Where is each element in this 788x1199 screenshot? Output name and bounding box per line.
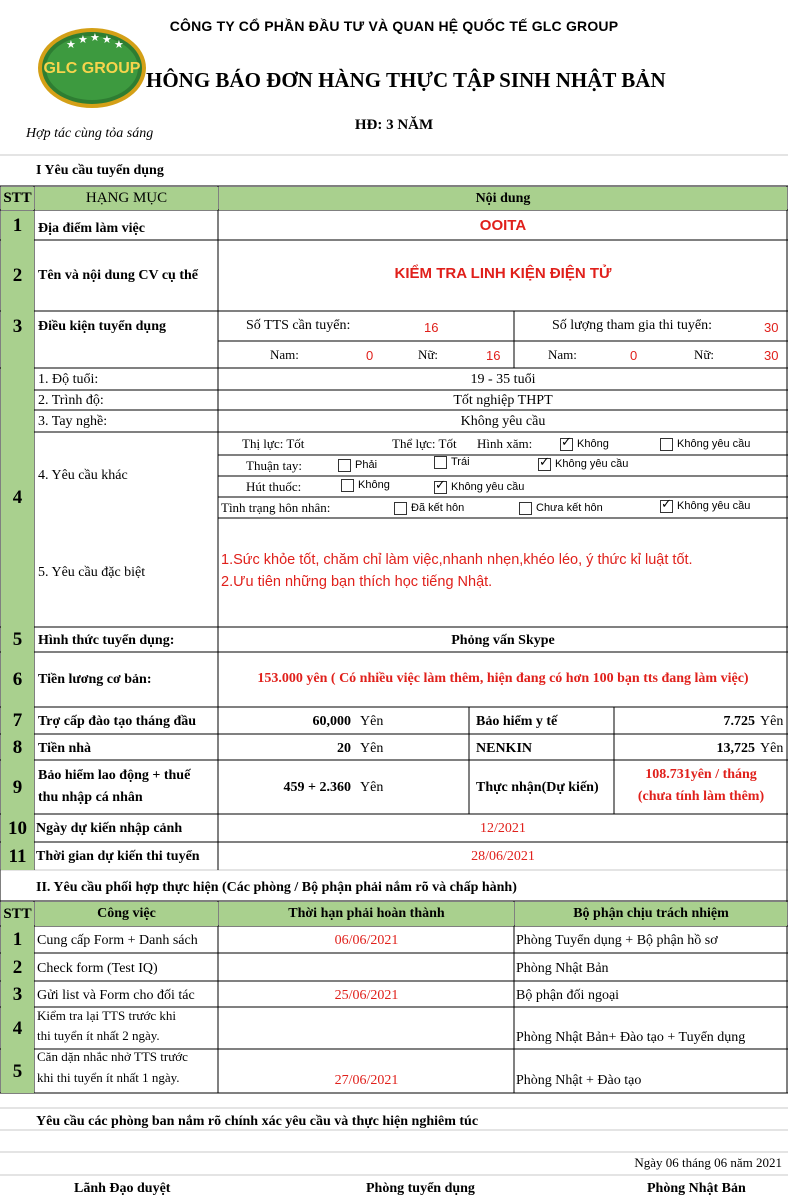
row-4-no: 4 bbox=[12, 487, 23, 508]
s2-row-5-task-line-1: Căn dặn nhắc nhở TTS trước bbox=[37, 1049, 188, 1064]
single-checkbox[interactable] bbox=[519, 498, 603, 518]
tattoo-none-label: Không yêu cầu bbox=[677, 438, 751, 450]
row-7-value-2: 7.725 bbox=[723, 714, 755, 729]
row-1-no: 1 bbox=[12, 214, 23, 236]
row-6-label: Tiền lương cơ bản: bbox=[38, 672, 152, 687]
s2-row-2-dept: Phòng Nhật Bản bbox=[516, 960, 609, 976]
s2-row-3-no: 3 bbox=[12, 983, 23, 1005]
hand-none-checkbox[interactable] bbox=[538, 454, 628, 474]
section-1-title: I Yêu cầu tuyển dụng bbox=[36, 163, 164, 178]
row-9-no: 9 bbox=[12, 776, 23, 798]
male-exam-label: Nam: bbox=[548, 347, 577, 362]
special-req-1: 1.Sức khỏe tốt, chăm chỉ làm việc,nhanh nhẹn,khéo léo, ý thức kỉ luật tốt. bbox=[221, 552, 693, 568]
hand-label: Thuận tay: bbox=[246, 458, 302, 473]
s2-row-4-deadline bbox=[219, 1008, 514, 1049]
male-exam-value: 0 bbox=[630, 347, 638, 363]
s2-row-3-deadline: 25/06/2021 bbox=[334, 988, 399, 1003]
edu-label: 2. Trình độ: bbox=[38, 392, 104, 408]
row-2-no: 2 bbox=[12, 265, 23, 286]
marital-none-label: Không yêu cầu bbox=[677, 500, 751, 512]
row-9-value-2-line-1: 108.731yên / tháng bbox=[645, 767, 757, 782]
checkbox-empty-icon bbox=[660, 438, 673, 451]
male-need-value: 0 bbox=[366, 347, 374, 363]
row-9-label-line-1: Bảo hiểm lao động + thuế bbox=[38, 768, 191, 783]
s2-col-dept: Bộ phận chịu trách nhiệm bbox=[515, 902, 787, 926]
s2-row-3-dept: Bộ phận đối ngoại bbox=[516, 988, 620, 1003]
sign-japan: Phòng Nhật Bản bbox=[647, 1181, 746, 1196]
s2-row-5-deadline: 27/06/2021 bbox=[334, 1073, 399, 1088]
row-10-label: Ngày dự kiến nhập cảnh bbox=[36, 820, 183, 836]
row-9-label-line-2: thu nhập cá nhân bbox=[38, 790, 143, 805]
tattoo-no-checkbox[interactable] bbox=[560, 433, 609, 455]
checkbox-checked-icon bbox=[538, 458, 551, 471]
s2-row-5-dept: Phòng Nhật + Đào tạo bbox=[516, 1073, 642, 1088]
contract-term: HĐ: 3 NĂM bbox=[354, 117, 434, 133]
row-5-value: Phỏng vấn Skype bbox=[451, 633, 555, 648]
s2-row-2-no: 2 bbox=[12, 956, 23, 978]
svg-text:★: ★ bbox=[66, 38, 76, 51]
row-1-value: OOITA bbox=[479, 216, 527, 234]
s2-row-1-deadline: 06/06/2021 bbox=[334, 933, 399, 948]
s2-row-4-task-line-1: Kiểm tra lại TTS trước khi bbox=[37, 1008, 176, 1023]
married-label: Đã kết hôn bbox=[411, 502, 465, 514]
row-2-value: KIỂM TRA LINH KIỆN ĐIỆN TỬ bbox=[394, 264, 612, 282]
svg-text:★: ★ bbox=[78, 33, 88, 46]
s2-row-4-no: 4 bbox=[12, 1017, 23, 1039]
company-logo bbox=[36, 26, 148, 110]
row-7-no: 7 bbox=[12, 710, 23, 731]
smoke-none-label: Không yêu cầu bbox=[451, 481, 525, 493]
row-10-value: 12/2021 bbox=[480, 820, 526, 836]
row-8-no: 8 bbox=[12, 736, 23, 758]
exam-value: 30 bbox=[764, 319, 779, 335]
special-label: 5. Yêu cầu đặc biệt bbox=[38, 565, 146, 580]
row-9-value-2-line-2: (chưa tính làm thêm) bbox=[637, 789, 765, 804]
need-value: 16 bbox=[424, 319, 439, 335]
smoke-none-checkbox[interactable] bbox=[434, 477, 524, 497]
row-7-unit-2: Yên bbox=[760, 714, 784, 729]
row-5-label: Hình thức tuyển dụng: bbox=[38, 633, 175, 648]
company-name: CÔNG TY CỔ PHẦN ĐẦU TƯ VÀ QUAN HỆ QUỐC TẾ GLC GROUP bbox=[169, 18, 619, 34]
sign-recruit: Phòng tuyển dụng bbox=[366, 1181, 475, 1196]
hand-right-label: Phải bbox=[355, 459, 378, 471]
hand-left-checkbox[interactable] bbox=[434, 452, 470, 472]
special-req-2: 2.Ưu tiên những bạn thích học tiếng Nhật. bbox=[221, 574, 493, 590]
single-label: Chưa kết hôn bbox=[536, 502, 603, 514]
row-8-label-2: NENKIN bbox=[476, 740, 533, 756]
vision-text: Thị lực: Tốt bbox=[242, 436, 305, 451]
col-item: HẠNG MỤC bbox=[35, 187, 218, 210]
row-6-no: 6 bbox=[12, 669, 23, 690]
tattoo-none-checkbox[interactable] bbox=[660, 433, 750, 455]
row-10-no: 10 bbox=[8, 817, 27, 839]
footer-note: Yêu cầu các phòng ban nắm rõ chính xác yêu cầu và thực hiện nghiêm túc bbox=[36, 1114, 479, 1129]
checkbox-empty-icon bbox=[341, 479, 354, 492]
col-content: Nội dung bbox=[219, 187, 787, 210]
checkbox-empty-icon bbox=[394, 502, 407, 515]
s2-row-2-deadline bbox=[219, 954, 514, 983]
row-9-unit: Yên bbox=[360, 779, 384, 795]
s2-row-5-no: 5 bbox=[12, 1060, 23, 1082]
fitness-text: Thể lực: Tốt bbox=[392, 436, 457, 451]
checkbox-empty-icon bbox=[434, 456, 447, 469]
checkbox-checked-icon bbox=[660, 500, 673, 513]
s2-row-4-dept: Phòng Nhật Bản+ Đào tạo + Tuyển dụng bbox=[516, 1030, 746, 1045]
tattoo-no-label: Không bbox=[577, 438, 609, 450]
checkbox-checked-icon bbox=[560, 438, 573, 451]
row-3-no: 3 bbox=[12, 315, 23, 337]
female-exam-label: Nữ: bbox=[694, 347, 715, 362]
skill-label: 3. Tay nghề: bbox=[38, 413, 108, 429]
hand-right-checkbox[interactable] bbox=[338, 455, 377, 475]
checkbox-empty-icon bbox=[338, 459, 351, 472]
row-6-value: 153.000 yên ( Có nhiều việc làm thêm, hiện đang có hơn 100 bạn tts đang làm việc) bbox=[257, 671, 749, 686]
svg-text:★: ★ bbox=[90, 31, 100, 44]
age-label: 1. Độ tuổi: bbox=[38, 371, 99, 387]
row-11-value: 28/06/2021 bbox=[471, 848, 535, 864]
row-3-label: Điều kiện tuyển dụng bbox=[38, 319, 166, 334]
age-value: 19 - 35 tuổi bbox=[470, 371, 536, 387]
s2-row-1-task: Cung cấp Form + Danh sách bbox=[37, 933, 198, 948]
hand-none-label: Không yêu cầu bbox=[555, 458, 629, 470]
s2-row-3-task: Gửi list và Form cho đối tác bbox=[37, 988, 195, 1003]
row-8-unit: Yên bbox=[360, 740, 384, 756]
s2-col-task: Công việc bbox=[35, 902, 218, 926]
row-1-label: Địa điểm làm việc bbox=[38, 221, 145, 236]
s2-row-1-no: 1 bbox=[12, 929, 23, 950]
other-req-label: 4. Yêu cầu khác bbox=[38, 467, 128, 483]
row-7-label-2: Bảo hiểm y tế bbox=[476, 714, 558, 729]
row-7-unit: Yên bbox=[360, 714, 384, 729]
row-11-label: Thời gian dự kiến thi tuyển bbox=[36, 848, 200, 864]
col-stt: STT bbox=[1, 187, 34, 210]
svg-text:★: ★ bbox=[114, 38, 124, 51]
smoke-no-checkbox[interactable] bbox=[341, 476, 390, 494]
svg-text:★: ★ bbox=[102, 33, 112, 46]
female-exam-value: 30 bbox=[764, 347, 779, 363]
s2-row-5-task-line-2: khi thi tuyển ít nhất 1 ngày. bbox=[37, 1070, 180, 1085]
row-11-no: 11 bbox=[8, 845, 27, 867]
smoke-label: Hút thuốc: bbox=[246, 479, 302, 494]
row-9-label-2: Thực nhận(Dự kiến) bbox=[476, 779, 599, 795]
female-need-value: 16 bbox=[486, 347, 501, 363]
need-label: Số TTS cần tuyển: bbox=[246, 318, 351, 333]
s2-row-4-task-line-2: thi tuyển ít nhất 2 ngày. bbox=[37, 1028, 160, 1043]
female-need-label: Nữ: bbox=[418, 347, 439, 362]
section-2-title: II. Yêu cầu phối hợp thực hiện (Các phòng / Bộ phận phải nắm rõ và chấp hành) bbox=[36, 880, 517, 895]
checkbox-empty-icon bbox=[519, 502, 532, 515]
page-title: HÔNG BÁO ĐƠN HÀNG THỰC TẬP SINH NHẬT BẢN bbox=[146, 68, 666, 92]
footer-date: Ngày 06 tháng 06 năm 2021 bbox=[634, 1155, 782, 1170]
skill-value: Không yêu cầu bbox=[460, 413, 546, 429]
slogan: Hợp tác cùng tỏa sáng bbox=[26, 126, 154, 141]
marital-none-checkbox[interactable] bbox=[660, 496, 750, 516]
row-9-value: 459 + 2.360 bbox=[283, 779, 351, 795]
row-7-label: Trợ cấp đào tạo tháng đầu bbox=[38, 714, 197, 729]
logo-text: GLC GROUP bbox=[43, 60, 141, 77]
smoke-no-label: Không bbox=[358, 479, 390, 491]
checkbox-checked-icon bbox=[434, 481, 447, 494]
tattoo-label: Hình xăm: bbox=[477, 436, 533, 451]
s2-row-2-task: Check form (Test IQ) bbox=[37, 960, 158, 976]
s2-row-1-dept: Phòng Tuyển dụng + Bộ phận hồ sơ bbox=[516, 933, 718, 948]
married-checkbox[interactable] bbox=[394, 498, 464, 518]
row-8-value-2: 13,725 bbox=[716, 740, 755, 756]
s2-col-deadline: Thời hạn phải hoàn thành bbox=[219, 902, 514, 926]
row-5-no: 5 bbox=[12, 629, 23, 650]
s2-col-stt: STT bbox=[1, 902, 34, 926]
row-7-value: 60,000 bbox=[312, 714, 351, 729]
marital-label: Tình trạng hôn nhân: bbox=[221, 500, 331, 515]
sign-leader: Lãnh Đạo duyệt bbox=[74, 1181, 171, 1196]
edu-value: Tốt nghiệp THPT bbox=[453, 392, 553, 408]
row-8-value: 20 bbox=[337, 740, 351, 756]
row-2-label: Tên và nội dung CV cụ thể bbox=[38, 268, 199, 283]
hand-left-label: Trái bbox=[451, 456, 470, 468]
male-need-label: Nam: bbox=[270, 347, 299, 362]
row-8-label: Tiền nhà bbox=[38, 740, 92, 756]
row-8-unit-2: Yên bbox=[760, 740, 784, 756]
exam-label: Số lượng tham gia thi tuyển: bbox=[552, 318, 713, 333]
